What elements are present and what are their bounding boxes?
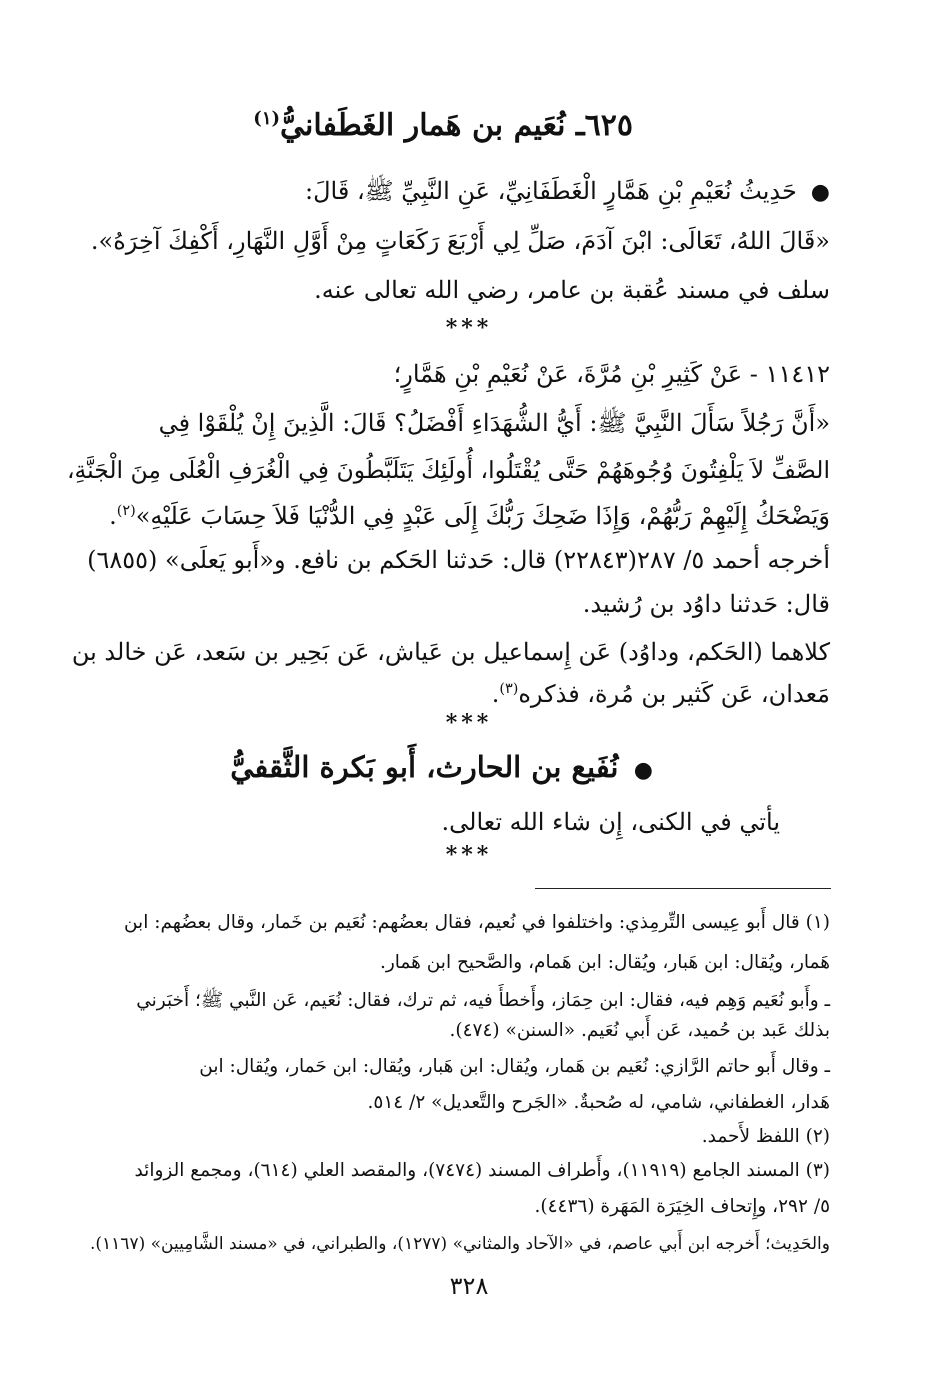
footnote-2: (٢) اللفظ لأَحمد.	[701, 1126, 830, 1147]
footnote-ref-2: (٢)	[116, 503, 136, 519]
separator-2: ***	[445, 710, 493, 736]
takhrij-line-4	[492, 680, 830, 708]
hadith-11412-line-2: «أَنَّ رَجُلاً سَأَلَ النَّبِيَّ ﷺ: أَيُّ الشُّهَدَاءِ أَفْضَلُ؟ قَالَ: الَّذِينَ إِنْ يُلْقَوْا فِي	[158, 409, 830, 437]
hadith-11412-line-3: الصَّفِّ لاَ يَلْفِتُونَ وُجُوهَهُمْ حَتَّى يُقْتَلُوا، أُولَئِكَ يَتَلَبَّطُونَ فِي الْغُرَفِ الْعُلَى مِنَ الْجَنَّةِ،	[66, 456, 830, 484]
hadith-11412-line-1: ١١٤١٢ - عَنْ كَثِيرِ بْنِ مُرَّةَ، عَنْ نُعَيْمِ بْنِ هَمَّارٍ؛	[393, 360, 830, 388]
hadith-11412-line-4-text: وَيَضْحَكُ إِلَيْهِمْ رَبُّهُمْ، وَإِذَا ضَحِكَ رَبُّكَ إِلَى عَبْدٍ فِي الدُّنْيَا فَلاَ حِسَابَ عَلَيْهِ»	[135, 502, 830, 530]
entry-nufay-heading-text: نُفَيع بن الحارث، أَبو بَكرة الثَّقفيُّ	[230, 750, 619, 784]
hadith-11412-line-4: وَيَضْحَكُ إِلَيْهِمْ رَبُّهُمْ، وَإِذَا ضَحِكَ رَبُّكَ إِلَى عَبْدٍ فِي الدُّنْيَا فَلاَ حِسَابَ عَلَيْهِ»$^{(٢)}$.	[109, 502, 830, 530]
takhrij-line-1: أخرجه أحمد ٥/ ٢٨٧(٢٢٨٤٣) قال: حَدثنا الحَكم بن نافع. و«أَبو يَعلَى» (٦٨٥٥)	[87, 546, 830, 574]
separator-1: ***	[445, 315, 493, 341]
page-number: ٣٢٨	[449, 1272, 489, 1300]
entry-nufay-heading	[230, 750, 653, 784]
footnote-3-line-2: ٥/ ٢٩٢، وإِتحاف الخِيَرَة المَهَرة (٤٤٣٦).	[534, 1196, 830, 1217]
footnote-ref-1: (١)	[253, 108, 281, 129]
footnote-1-line-2: هَمار، ويُقال: ابن هَبار، ويُقال: ابن هَمام، والصَّحيح ابن هَمار.	[379, 952, 830, 973]
entry-625-heading-text: ٦٢٥ـ نُعَيم بن هَمار الغَطَفانيُّ	[280, 108, 633, 143]
footnote-1-line-4: بذلك عَبد بن حُميد، عَن أَبي نُعَيم. «السنن» (٤٧٤).	[449, 1020, 830, 1041]
entry-625-ref: سلف في مسند عُقبة بن عامر، رضي الله تعالى عنه.	[314, 276, 830, 304]
takhrij-line-2: قال: حَدثنا داوُد بن رُشيد.	[582, 590, 830, 618]
takhrij-line-4-end: .	[491, 680, 500, 708]
entry-625-bullet-text: حَدِيثُ نُعَيْمِ بْنِ هَمَّارٍ الْغَطَفَانِيِّ، عَنِ النَّبِيِّ ﷺ، قَالَ:	[305, 177, 797, 205]
footnote-ref-3: (٣)	[499, 681, 519, 697]
footnote-3-line-1: (٣) المسند الجامع (١١٩١٩)، وأَطراف المسند (٧٤٧٤)، والمقصد العلي (٦١٤)، ومجمع الزوائد	[134, 1160, 830, 1181]
takhrij-line-3: كلاهما (الحَكم، وداوُد) عَن إِسماعيل بن عَياش، عَن بَحِير بن سَعد، عَن خالد بن	[71, 638, 830, 666]
footnote-1-line-6: هَدار، الغطفاني، شامي، له صُحبةٌ. «الجَرح والتَّعديل» ٢/ ٥١٤.	[367, 1092, 830, 1113]
entry-625-heading	[253, 108, 633, 143]
separator-3: ***	[445, 842, 493, 868]
takhrij-line-4-text: مَعدان، عَن كَثير بن مُرة، فذكره	[518, 680, 830, 708]
footnote-divider	[535, 888, 831, 889]
footnote-1-line-3: ـ وأَبو نُعَيم وَهِم فيه، فقال: ابن حِمَاز، وأَخطأَ فيه، ثم ترك، فقال: نُعَيم، عَن النَّبي ﷺ؛ أَخبَرني	[136, 990, 830, 1011]
footnote-3-line-3: والحَدِيث؛ أَخرجه ابن أَبي عاصم، في «الآحاد والمثاني» (١٢٧٧)، والطبراني، في «مسند الشَّامِيين» (١١٦٧).	[90, 1234, 830, 1254]
footnote-1-line-5: ـ وقال أَبو حاتم الرَّازي: نُعَيم بن هَمار، ويُقال: ابن هَبار، ويُقال: ابن حَمار، ويُقال: ابن	[199, 1056, 830, 1077]
bullet-icon: ●	[796, 180, 830, 205]
entry-nufay-text: يأتي في الكنى، إِن شاء الله تعالى.	[441, 808, 780, 836]
entry-625-bullet-line	[305, 176, 830, 211]
footnote-1-line-1: (١) قال أَبو عِيسى التِّرمِذي: واختلفوا في نُعيم، فقال بعضُهم: نُعَيم بن خَمار، وقال بعضُهم: ابن	[123, 912, 830, 933]
bullet-icon: ●	[618, 757, 653, 783]
entry-625-quote: «قَالَ اللهُ، تَعَالَى: ابْنَ آدَمَ، صَلِّ لِي أَرْبَعَ رَكَعَاتٍ مِنْ أَوَّلِ النَّهَارِ، أَكْفِكَ آخِرَهُ».	[90, 227, 830, 255]
